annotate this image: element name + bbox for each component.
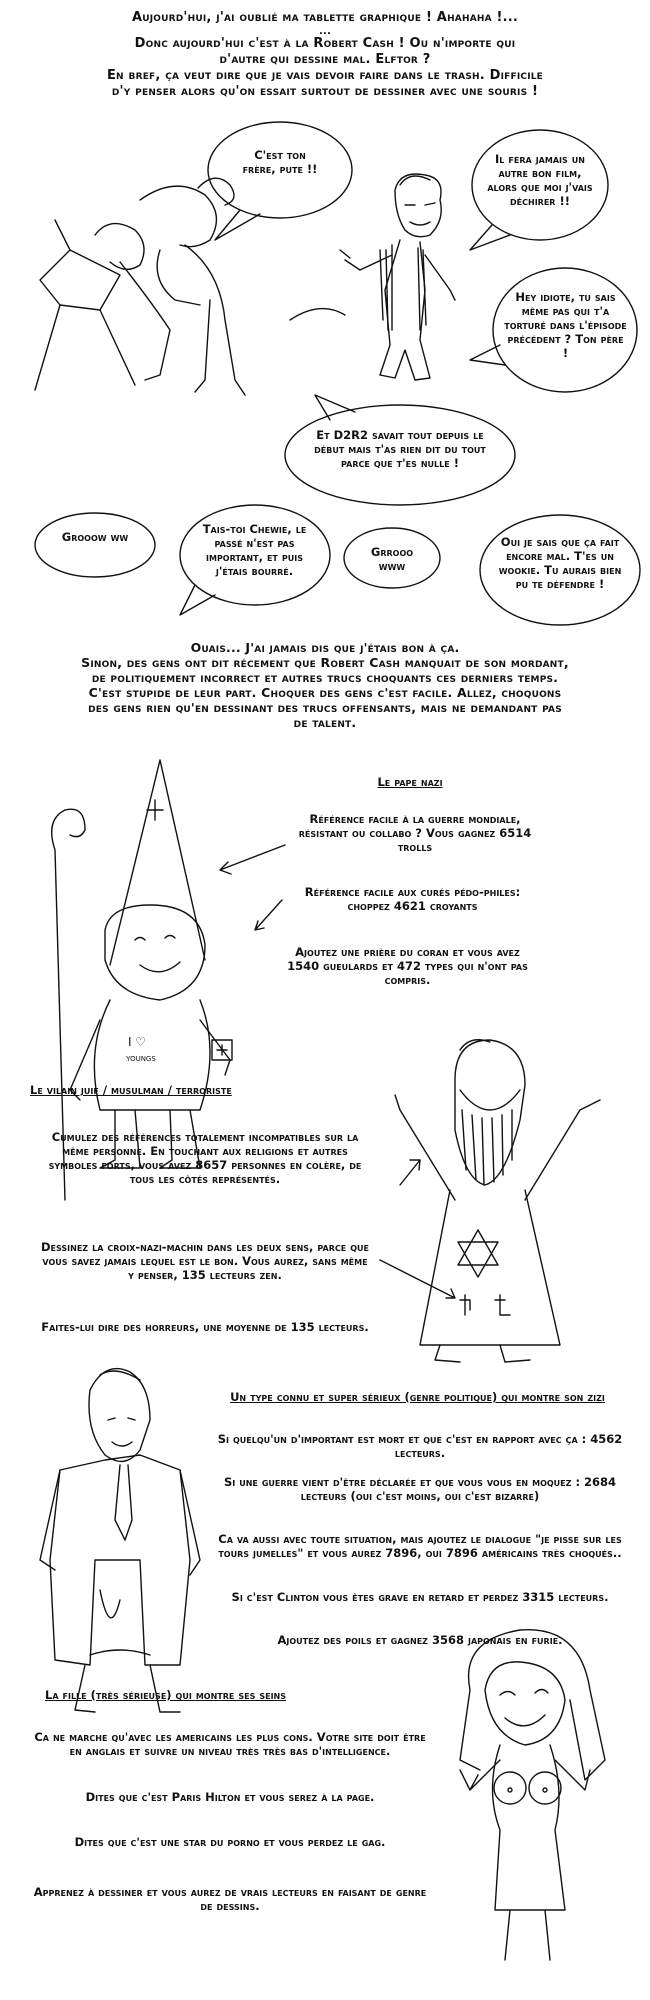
politician-text-1: Si quelqu'un d'important est mort et que c'est en rapport avec ça : 4562 lecteurs. [217,1432,623,1460]
mid-line-2: Sinon, des gens ont dit récement que Robert Cash manquait de son mordant, [81,655,569,670]
bubble-6-text: Tais-toi Chewie, le passé n'est pas important, et puis j'étais bourré. [202,522,307,578]
girl-text-1: Ca ne marche qu'avec les americains les plus cons. Votre site doit être en anglais et suivre un niveau très très bas d'intelligence. [34,1730,426,1758]
intro-line-3b: à la Robert Cash [283,36,394,51]
villain-text-2: Dessinez la croix-nazi-machin dans les deux sens, parce que vous savez jamais lequel est le bon. Vous aurez, sans même y penser, 135 lecteurs zen. [40,1240,370,1282]
girl-hair [460,1630,605,1780]
pope-text-1: Référence facile à la guerre mondiale, résistant ou collabo ? Vous gagnez 6514 trolls [298,812,532,854]
politician-text-3: Ca va aussi avec toute situation, mais ajoutez le dialogue "je pisse sur les tours jumelles" et vous aurez 7896, oui 7896 américains très choqués.. [218,1532,622,1560]
pope-text-2: Référence facile aux curés pédo-philes: choppez 4621 croyants [304,885,521,913]
politician-suit [50,1455,190,1665]
intro-line-1: Aujourd'hui, j'ai oublié ma tablette graphique ! Ahahaha !... [131,10,519,25]
villain-robe [420,1190,560,1345]
pope-mitre [110,760,205,965]
mid-line-4: C'est stupide de leur part. Choquer des gens c'est facile. Allez, choquons [88,685,562,700]
bubble-3-text [503,290,628,360]
politician-text-2: Si une guerre vient d'être déclarée et que vous vous en moquez : 2684 lecteurs (oui c'est moins, oui c'est bizarre) [223,1475,617,1503]
pope-shirt-line-2: youngs [126,1053,156,1064]
girl-title: La fille (très sérieuse) qui montre ses seins [45,1688,287,1702]
bubble-5 [35,513,155,577]
intro-line-3c: ! Ou n'importe qui [393,36,516,51]
bubble-3-main: Hey idiote, tu sais même pas qui t'a torturé dans l'épisode précédent ? [504,290,627,346]
politician-title: Un type connu et super sérieux (genre politique) qui montre son zizi [230,1390,605,1404]
girl-head [485,1662,565,1745]
pope-shirt-line-1: I ♡ [127,1035,147,1049]
bubble-7-text: Grrooo www [370,545,414,573]
villain-title: Le vilain juif / musulman / terroriste [30,1083,232,1097]
politician-text-5: Ajoutez des poils et gagnez 3568 japonais en furie. [277,1633,563,1647]
politician-text-4: Si c'est Clinton vous êtes grave en retard et perdez 3315 lecteurs. [231,1590,609,1604]
bubble-4-text: Et D2R2 savait tout depuis le début mais t'as rien dit du tout parce que t'es nulle ! [314,428,486,470]
girl-text-3: Dites que c'est une star du porno et vous perdez le gag. [74,1835,386,1849]
girl-text-2: Dites que c'est Paris Hilton et vous serez à la page. [85,1790,375,1804]
intro-line-6: d'y penser alors qu'on essait surtout de dessiner avec une souris ! [111,84,539,99]
bubble-3-emph: Ton père ! [562,332,624,360]
mid-line-5: des gens rien qu'en dessinant des trucs offensants, mais ne demandant pas [88,700,562,715]
villain-text-3: Faites-lui dire des horreurs, une moyenne de 135 lecteurs. [41,1320,369,1334]
bubble-2-text: Il fera jamais un autre bon film, alors que moi j'vais déchirer !! [487,152,593,208]
pope-text-3: Ajoutez une prière du coran et vous avez 1540 gueulards et 472 types qui n'ont pas compris. [287,945,528,987]
villain-text-1: Cumulez des références totalement incompatibles sur la même personne. En touchant aux religions et autres symboles forts, vous avez 8657 personnes en colère, de tous les côtés représentés. [48,1130,362,1186]
mid-line-1: Ouais... J'ai jamais dis que j'étais bon à ça. [190,640,460,655]
bubble-5-text: Grooow ww [61,530,129,544]
chair-scene [40,250,120,310]
pope-head [105,905,205,1000]
pope-title: Le pape nazi [377,775,443,789]
bubble-8-text: Oui je sais que ça fait encore mal. T'es un wookie. Tu aurais bien pu te défendre ! [498,535,622,591]
politician-head [89,1369,150,1462]
girl-text-4: Apprenez à dessiner et vous aurez de vrais lecteurs en faisant de genre de dessins. [33,1885,427,1913]
girl-body [493,1745,566,1910]
intro-line-4: d'autre qui dessine mal. Elftor ? [219,52,431,67]
intro-line-5: En bref, ça veut dire que je vais devoir faire dans le trash. Difficile [106,68,544,83]
intro-line-2: ... [319,26,331,37]
mid-line-6: de talent. [293,715,357,730]
mid-line-3: de politiquement incorrect et autres trucs choquants ces derniers temps. [91,670,559,685]
bubble-1-text: C'est ton frère, pute !! [242,148,318,176]
intro-line-3a: Donc aujourd'hui c'est [134,36,284,51]
